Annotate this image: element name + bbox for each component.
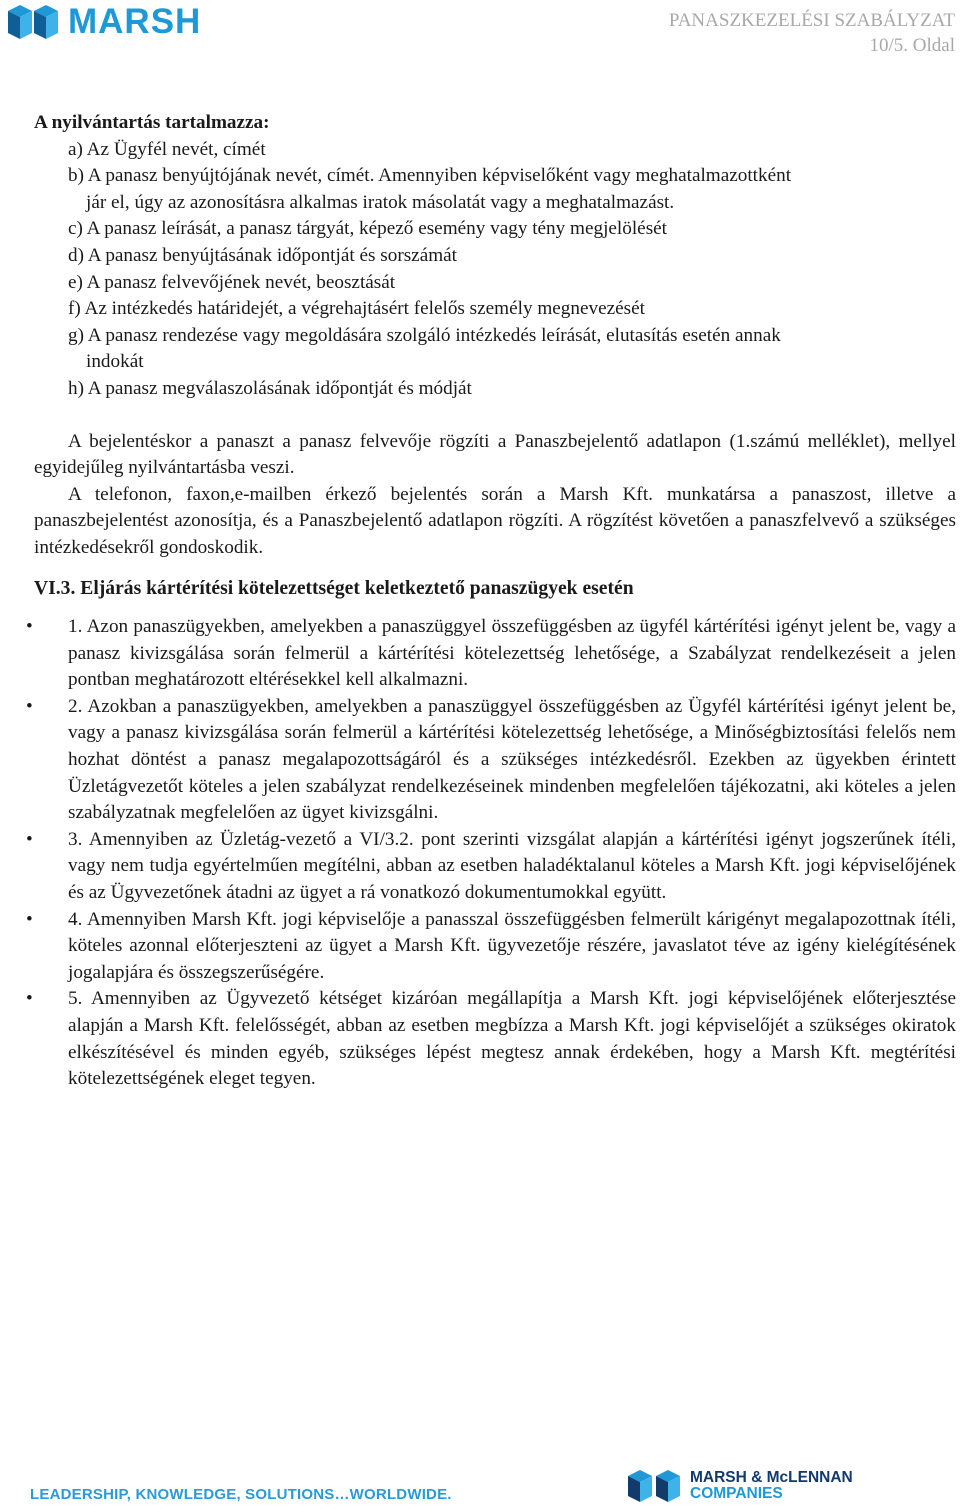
- paragraph-2-text: A telefonon, faxon,e-mailben érkező bejelentés során a Marsh Kft. munkatársa a panaszost, illetve a panaszbejelentést azonosítja, és a Panaszbejelentő adatlapon rögzíti. A rögzítést követően a panaszfelvevő a szükséges intézkedésekről gondoskodik.: [34, 483, 956, 558]
- list-item: [26, 614, 956, 694]
- paragraph-1-text: A bejelentéskor a panaszt a panasz felvevője rögzíti a Panaszbejelentő adatlapon (1.számú melléklet), mellyel egyidejűleg nyilvántartásba veszi.: [34, 430, 956, 479]
- record-item-e: e) A panasz felvevőjének nevét, beosztását: [68, 271, 396, 293]
- list-item-text: 3. Amennyiben az Üzletág-vezető a VI/3.2. pont szerinti vizsgálat alapján a kártérítési igényt jogszerűnek ítéli, vagy nem tudja egyértelműen megítélni, abban az esetben haladéktalanul köteles a Marsh Kft. jogi képviselőjének és az Ügyvezetőnek átadni az ügyet a rá vonatkozó dokumentumokkal együtt.: [68, 828, 956, 904]
- record-item-d: d) A panasz benyújtásának időpontját és sorszámát: [68, 244, 457, 266]
- record-item-g-line1: g) A panasz rendezése vagy megoldására szolgáló intézkedés leírását, elutasítás esetén annak: [68, 324, 781, 346]
- record-item-c: c) A panasz leírását, a panasz tárgyát, képező esemény vagy tény megjelölését: [68, 218, 668, 240]
- list-item-text: 5. Amennyiben az Ügyvezető kétséget kizáróan megállapítja a Marsh Kft. jogi képviselőjének előterjesztése alapján a Marsh Kft. felelősségét, abban az esetben megbízza a Marsh Kft. jogi képviselőjét a szükséges okiratok elkészítésével és minden egyéb, szükséges lépést megtesz annak érdekében, hogy a Marsh Kft. megtérítési kötelezettségének eleget tegyen.: [68, 988, 956, 1090]
- marsh-logo-mark-icon: [6, 3, 62, 41]
- mmc-brand-text: [690, 1470, 853, 1502]
- bullet-icon: •: [26, 616, 33, 638]
- bullet-icon: •: [26, 908, 33, 930]
- mmc-logo-mark-icon: [626, 1468, 684, 1504]
- record-item-a: a) Az Ügyfél nevét, címét: [68, 138, 266, 160]
- paragraph-2: [34, 482, 956, 562]
- spacer: [34, 403, 956, 429]
- section-list: [26, 614, 956, 1093]
- record-item-f: f) Az intézkedés határidejét, a végrehajtásért felelős személy megnevezését: [68, 298, 645, 320]
- list-item: [26, 907, 956, 987]
- list-item: [26, 986, 956, 1092]
- list-item-text: 1. Azon panaszügyekben, amelyekben a panaszüggyel összefüggésben az ügyfél kártérítési igényt jelent be, vagy a panasz kivizsgálása során felmerül a kártérítési kötelezettség lehetősége, a Szabályzat rendelkezéseit a jelen pontban meghatározott eltérésekkel kell alkalmazni.: [68, 616, 956, 691]
- section-title: VI.3. Eljárás kártérítési kötelezettséget keletkeztető panaszügyek esetén: [34, 577, 634, 599]
- list-item: [26, 827, 956, 907]
- page-header: [0, 0, 960, 70]
- record-item-h: h) A panasz megválaszolásának időpontját és módját: [68, 377, 472, 399]
- document-title: PANASZKEZELÉSI SZABÁLYZAT: [668, 10, 955, 31]
- bullet-icon: •: [26, 828, 33, 850]
- marsh-logo: [6, 2, 201, 42]
- bullet-icon: •: [26, 695, 33, 717]
- footer-tagline: LEADERSHIP, KNOWLEDGE, SOLUTIONS…WORLDWIDE.: [30, 1486, 452, 1503]
- record-item-g-line2: indokát: [86, 351, 144, 373]
- list-item-text: 4. Amennyiben Marsh Kft. jogi képviselője a panasszal összefüggésben felmerült kárigényt megalapozottnak ítéli, köteles azonnal előterjeszteni az ügyet a Marsh Kft. ügyvezetője részére, javaslatot téve az igény kielégítésének jogalapjára és összegszerűségére.: [68, 908, 956, 983]
- mmc-logo: [626, 1468, 853, 1504]
- list-item-text: 2. Azokban a panaszügyekben, amelyekben a panaszüggyel összefüggésben az Ügyfél kártérítési igényt jelent be, vagy a panasz kivizsgálása során felmerül a kártérítési kötelezettség lehetősége, a Minőségbiztosítási felelős nem hozhat döntést a panasz megalapozottságáról és a szükséges intézkedésről. Ezekben az ügyekben érintett Üzletágvezetőt köteles a jelen szabályzat rendelkezéseinek mindenben megfelelően tájékozatni, aki köteles a jelen szabályzatnak megfelelően az ügyet kivizsgálni.: [68, 695, 956, 824]
- document-body: [26, 110, 956, 1093]
- record-heading: A nyilvántartás tartalmazza:: [34, 112, 270, 133]
- mmc-brand-line1: MARSH & McLENNAN: [690, 1469, 853, 1486]
- list-item: [26, 694, 956, 827]
- logo-text: MARSH: [68, 2, 202, 41]
- page-number: 10/5. Oldal: [869, 35, 955, 56]
- paragraph-1: [34, 429, 956, 482]
- bullet-icon: •: [26, 988, 33, 1010]
- mmc-brand-line2: COMPANIES: [690, 1485, 783, 1502]
- header-meta: [669, 8, 955, 58]
- record-item-b-line2: jár el, úgy az azonosításra alkalmas iratok másolatát vagy a meghatalmazást.: [86, 191, 675, 213]
- record-item-b-line1: b) A panasz benyújtójának nevét, címét. Amennyiben képviselőként vagy meghatalmazottként: [68, 165, 792, 187]
